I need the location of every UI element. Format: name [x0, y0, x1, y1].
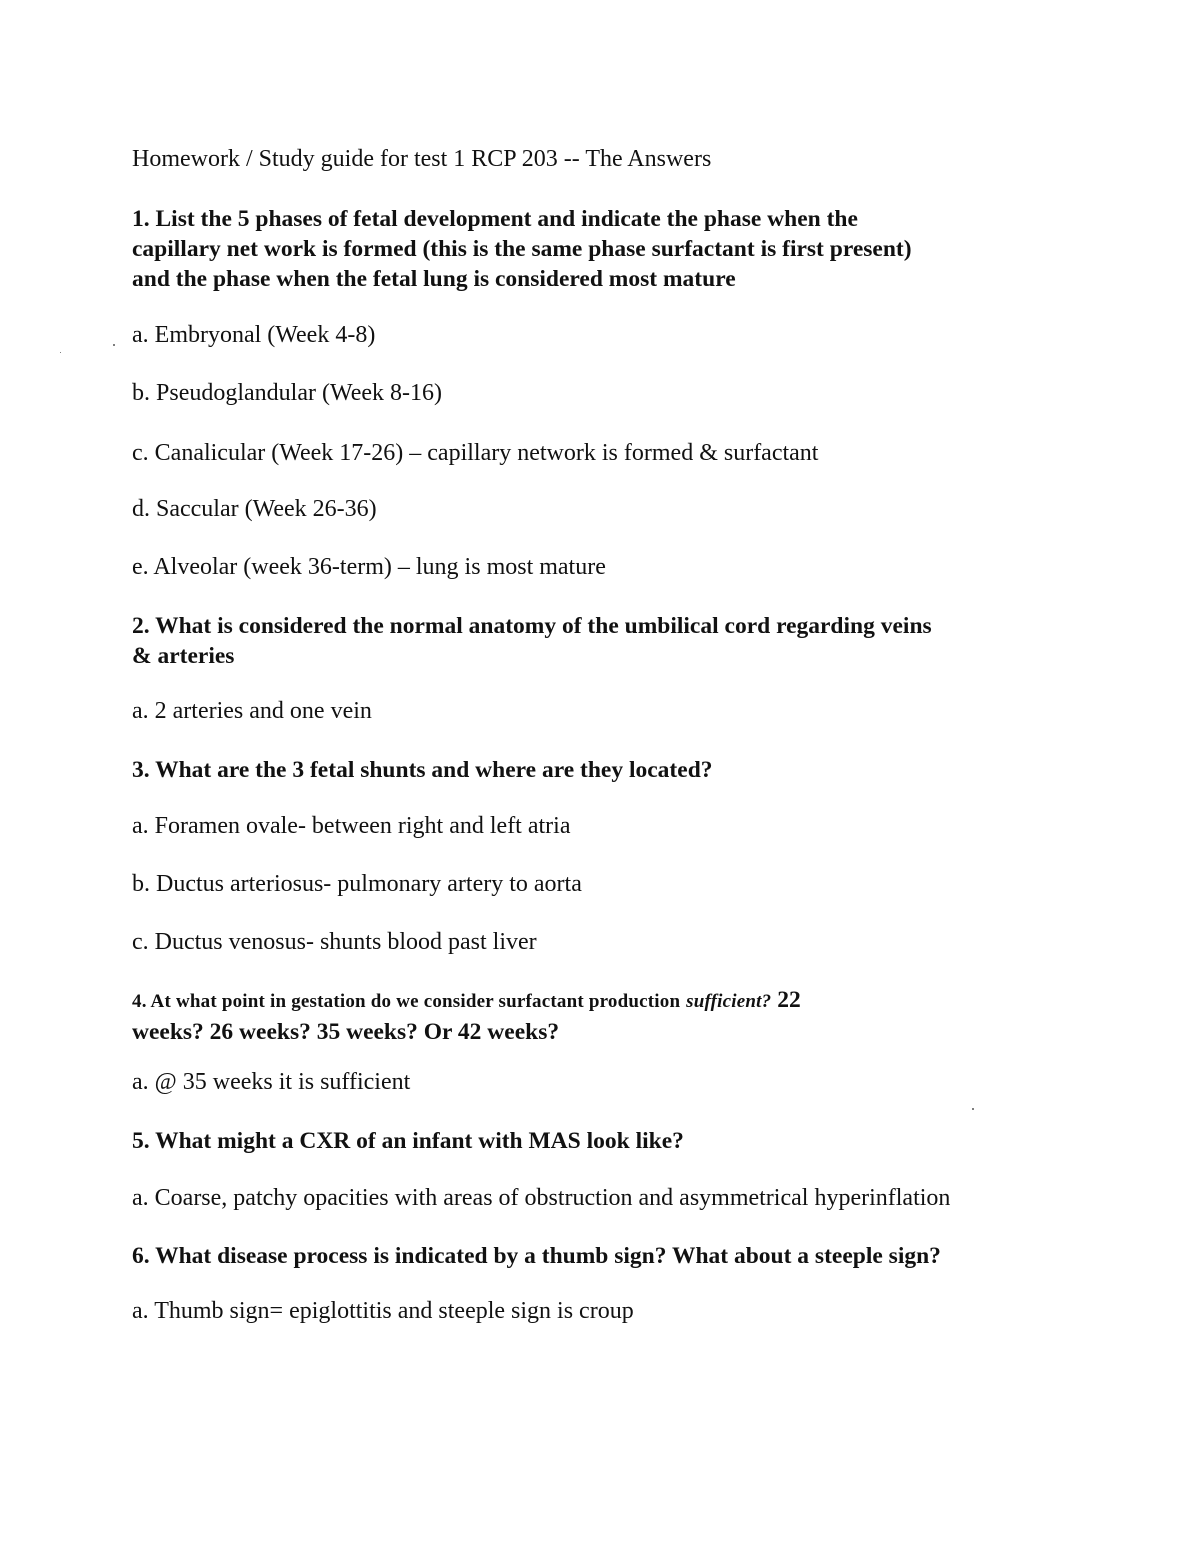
answer-6a: a. Thumb sign= epiglottitis and steeple sign is croup	[132, 1298, 634, 1324]
answer-2a: a. 2 arteries and one vein	[132, 698, 372, 724]
question-2-line-1: 2. What is considered the normal anatomy of the umbilical cord regarding veins	[132, 613, 932, 639]
question-5-line-1: 5. What might a CXR of an infant with MAS look like?	[132, 1128, 684, 1154]
question-4-line-2: weeks? 26 weeks? 35 weeks? Or 42 weeks?	[132, 1019, 560, 1045]
scan-speck	[113, 344, 115, 346]
scan-speck	[972, 1108, 974, 1110]
answer-4a: a. @ 35 weeks it is sufficient	[132, 1069, 411, 1095]
answer-1b: b. Pseudoglandular (Week 8-16)	[132, 380, 442, 406]
question-2	[132, 611, 932, 671]
question-3	[132, 755, 713, 785]
question-4-emphasis: sufficient?	[686, 991, 772, 1012]
question-2-line-2: & arteries	[132, 643, 235, 669]
question-1-line-2: capillary net work is formed (this is the same phase surfactant is first present)	[132, 236, 912, 262]
question-1-line-3: and the phase when the fetal lung is considered most mature	[132, 266, 736, 292]
answer-5a: a. Coarse, patchy opacities with areas of obstruction and asymmetrical hyperinflation	[132, 1185, 951, 1211]
question-4-line-1	[132, 985, 801, 1017]
question-4-line-1-end: 22	[777, 987, 801, 1013]
question-6-line-1: 6. What disease process is indicated by a thumb sign? What about a steeple sign?	[132, 1243, 941, 1269]
answer-3c: c. Ductus venosus- shunts blood past liver	[132, 929, 537, 955]
question-6	[132, 1241, 941, 1271]
answer-1c: c. Canalicular (Week 17-26) – capillary network is formed & surfactant	[132, 440, 819, 466]
scan-speck	[60, 352, 61, 353]
answer-3a: a. Foramen ovale- between right and left atria	[132, 813, 571, 839]
question-1	[132, 204, 912, 294]
answer-1e: e. Alveolar (week 36-term) – lung is most mature	[132, 554, 606, 580]
question-4	[132, 985, 801, 1047]
question-1-line-1: 1. List the 5 phases of fetal development and indicate the phase when the	[132, 206, 858, 232]
question-4-line-1-text: 4. At what point in gestation do we consider surfactant production	[132, 991, 681, 1012]
answer-3b: b. Ductus arteriosus- pulmonary artery to aorta	[132, 871, 582, 897]
answer-1a: a. Embryonal (Week 4-8)	[132, 322, 376, 348]
question-3-line-1: 3. What are the 3 fetal shunts and where are they located?	[132, 757, 713, 783]
question-5	[132, 1126, 684, 1156]
page-title: Homework / Study guide for test 1 RCP 203 -- The Answers	[132, 146, 712, 172]
answer-1d: d. Saccular (Week 26-36)	[132, 496, 377, 522]
